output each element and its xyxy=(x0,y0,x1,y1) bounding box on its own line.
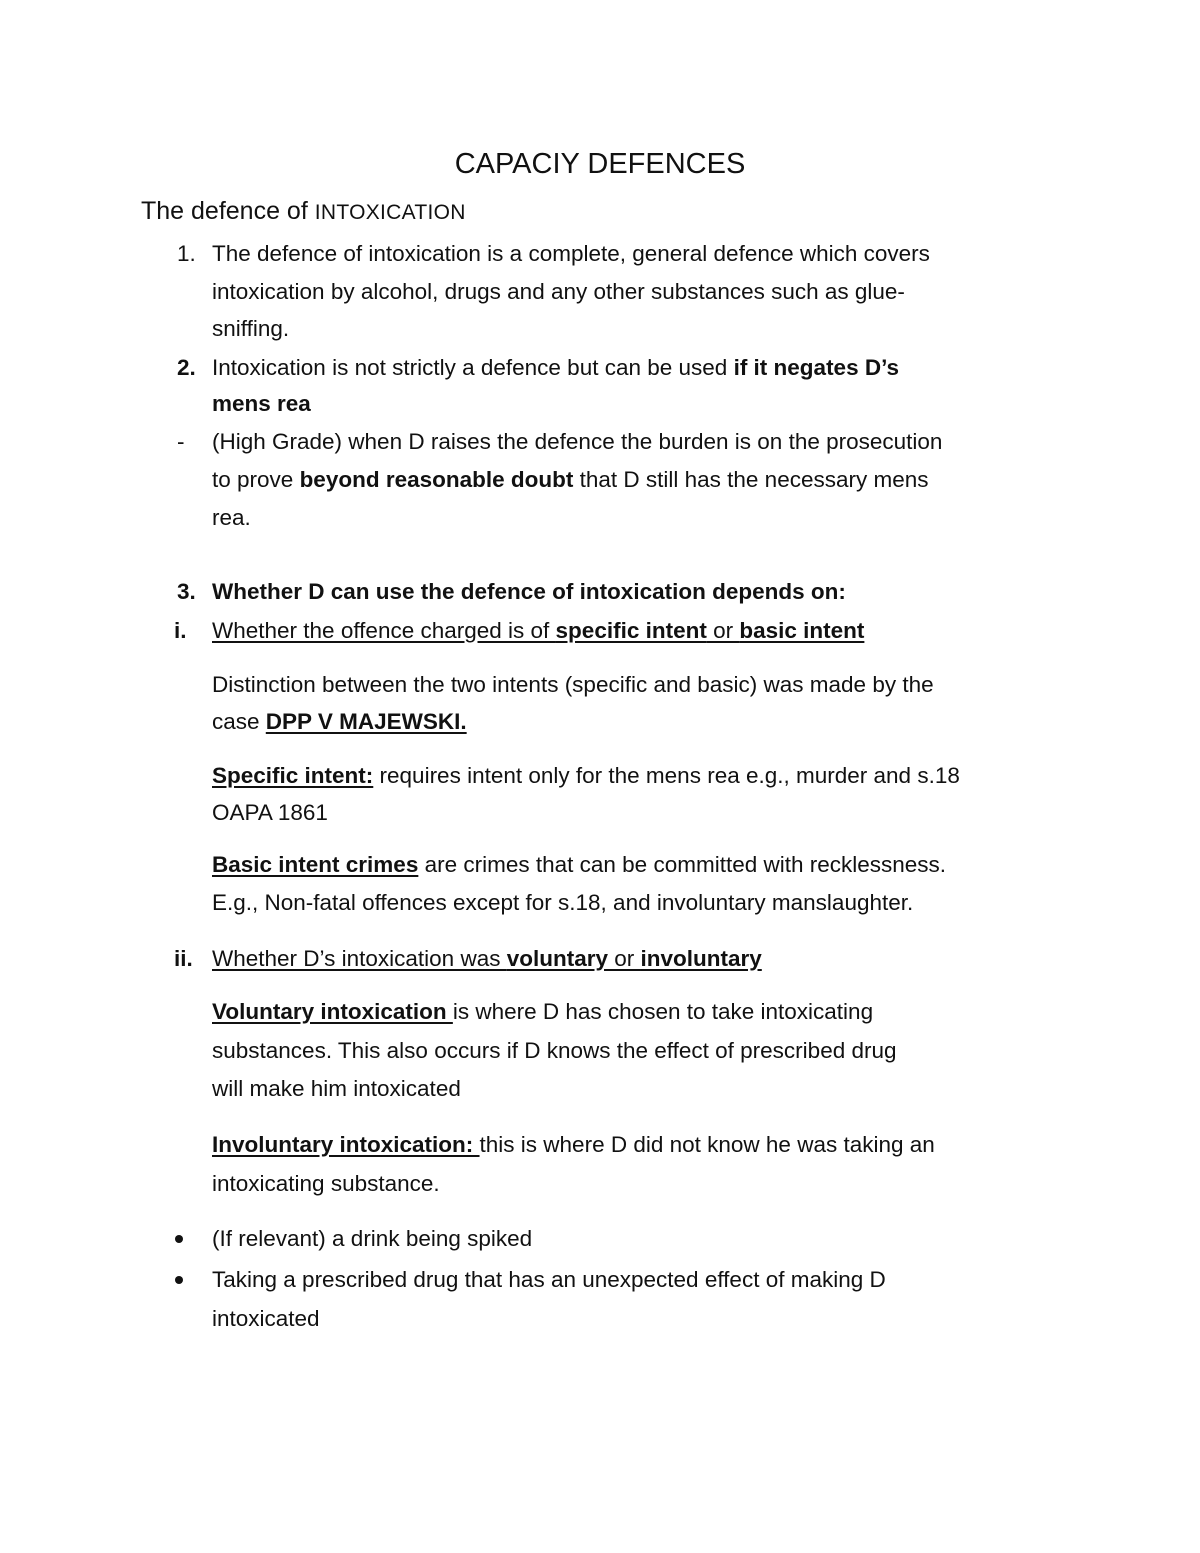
sub-marker-ii: ii. xyxy=(174,946,193,971)
specific-intent-line1: Specific intent: requires intent only for the mens rea e.g., murder and s.18 xyxy=(212,763,960,788)
involuntary-line1: Involuntary intoxication: this is where D did not know he was taking an xyxy=(212,1132,935,1157)
section-heading xyxy=(141,199,466,224)
item1-line2: intoxication by alcohol, drugs and any other substances such as glue- xyxy=(212,279,905,304)
specific-intent-label: Specific intent: xyxy=(212,763,374,788)
specific-intent-line2: OAPA 1861 xyxy=(212,800,328,825)
item2-text: Intoxication is not strictly a defence but can be used xyxy=(212,355,734,380)
voluntary-line3: will make him intoxicated xyxy=(212,1076,461,1101)
basic-intent-line1: Basic intent crimes are crimes that can be committed with recklessness. xyxy=(212,852,947,877)
involuntary-line2: intoxicating substance. xyxy=(212,1171,440,1196)
bullet-icon xyxy=(175,1276,183,1284)
list-marker-1: 1. xyxy=(177,241,196,266)
bullet-item-1: (If relevant) a drink being spiked xyxy=(212,1226,533,1251)
item2-bold: if it negates D’s xyxy=(733,355,900,380)
list-marker-3: 3. xyxy=(177,579,196,604)
case-name: DPP V MAJEWSKI. xyxy=(265,709,467,734)
bullet-item-2-line2: intoxicated xyxy=(212,1306,320,1331)
item2-line1 xyxy=(212,357,899,380)
dash-line3: rea. xyxy=(212,505,251,530)
involuntary-label: Involuntary intoxication: xyxy=(212,1132,480,1157)
dash-bold: beyond reasonable doubt xyxy=(299,467,574,492)
distinction-line2: case DPP V MAJEWSKI. xyxy=(212,709,467,734)
sub-i-heading: Whether the offence charged is of specific intent or basic intent xyxy=(212,618,865,643)
voluntary-line2: substances. This also occurs if D knows the effect of prescribed drug xyxy=(212,1038,897,1063)
list-marker-2: 2. xyxy=(177,355,196,380)
item3-text: Whether D can use the defence of intoxication depends on: xyxy=(212,579,846,604)
section-heading-prefix: The defence of xyxy=(141,197,308,225)
item1-line1: The defence of intoxication is a complete, general defence which covers xyxy=(212,241,930,266)
bullet-icon xyxy=(175,1235,183,1243)
bullet-item-2-line1: Taking a prescribed drug that has an unexpected effect of making D xyxy=(212,1267,886,1292)
basic-intent-label: Basic intent crimes xyxy=(212,852,419,877)
voluntary-line1: Voluntary intoxication is where D has chosen to take intoxicating xyxy=(212,999,874,1024)
section-heading-keyword: INTOXICATION xyxy=(314,201,466,224)
voluntary-label: Voluntary intoxication xyxy=(212,999,453,1024)
distinction-line1: Distinction between the two intents (specific and basic) was made by the xyxy=(212,672,934,697)
item1-line3: sniffing. xyxy=(212,316,290,341)
dash-line1: (High Grade) when D raises the defence the burden is on the prosecution xyxy=(212,429,943,454)
sub-marker-i: i. xyxy=(174,618,187,643)
basic-intent-line2: E.g., Non-fatal offences except for s.18, and involuntary manslaughter. xyxy=(212,890,914,915)
document-title: CAPACIY DEFENCES xyxy=(454,148,746,180)
dash-marker: - xyxy=(177,429,185,454)
sub-ii-heading: Whether D’s intoxication was voluntary or involuntary xyxy=(212,946,762,971)
dash-line2: to prove beyond reasonable doubt that D still has the necessary mens xyxy=(212,467,929,492)
item2-line2: mens rea xyxy=(212,391,311,416)
